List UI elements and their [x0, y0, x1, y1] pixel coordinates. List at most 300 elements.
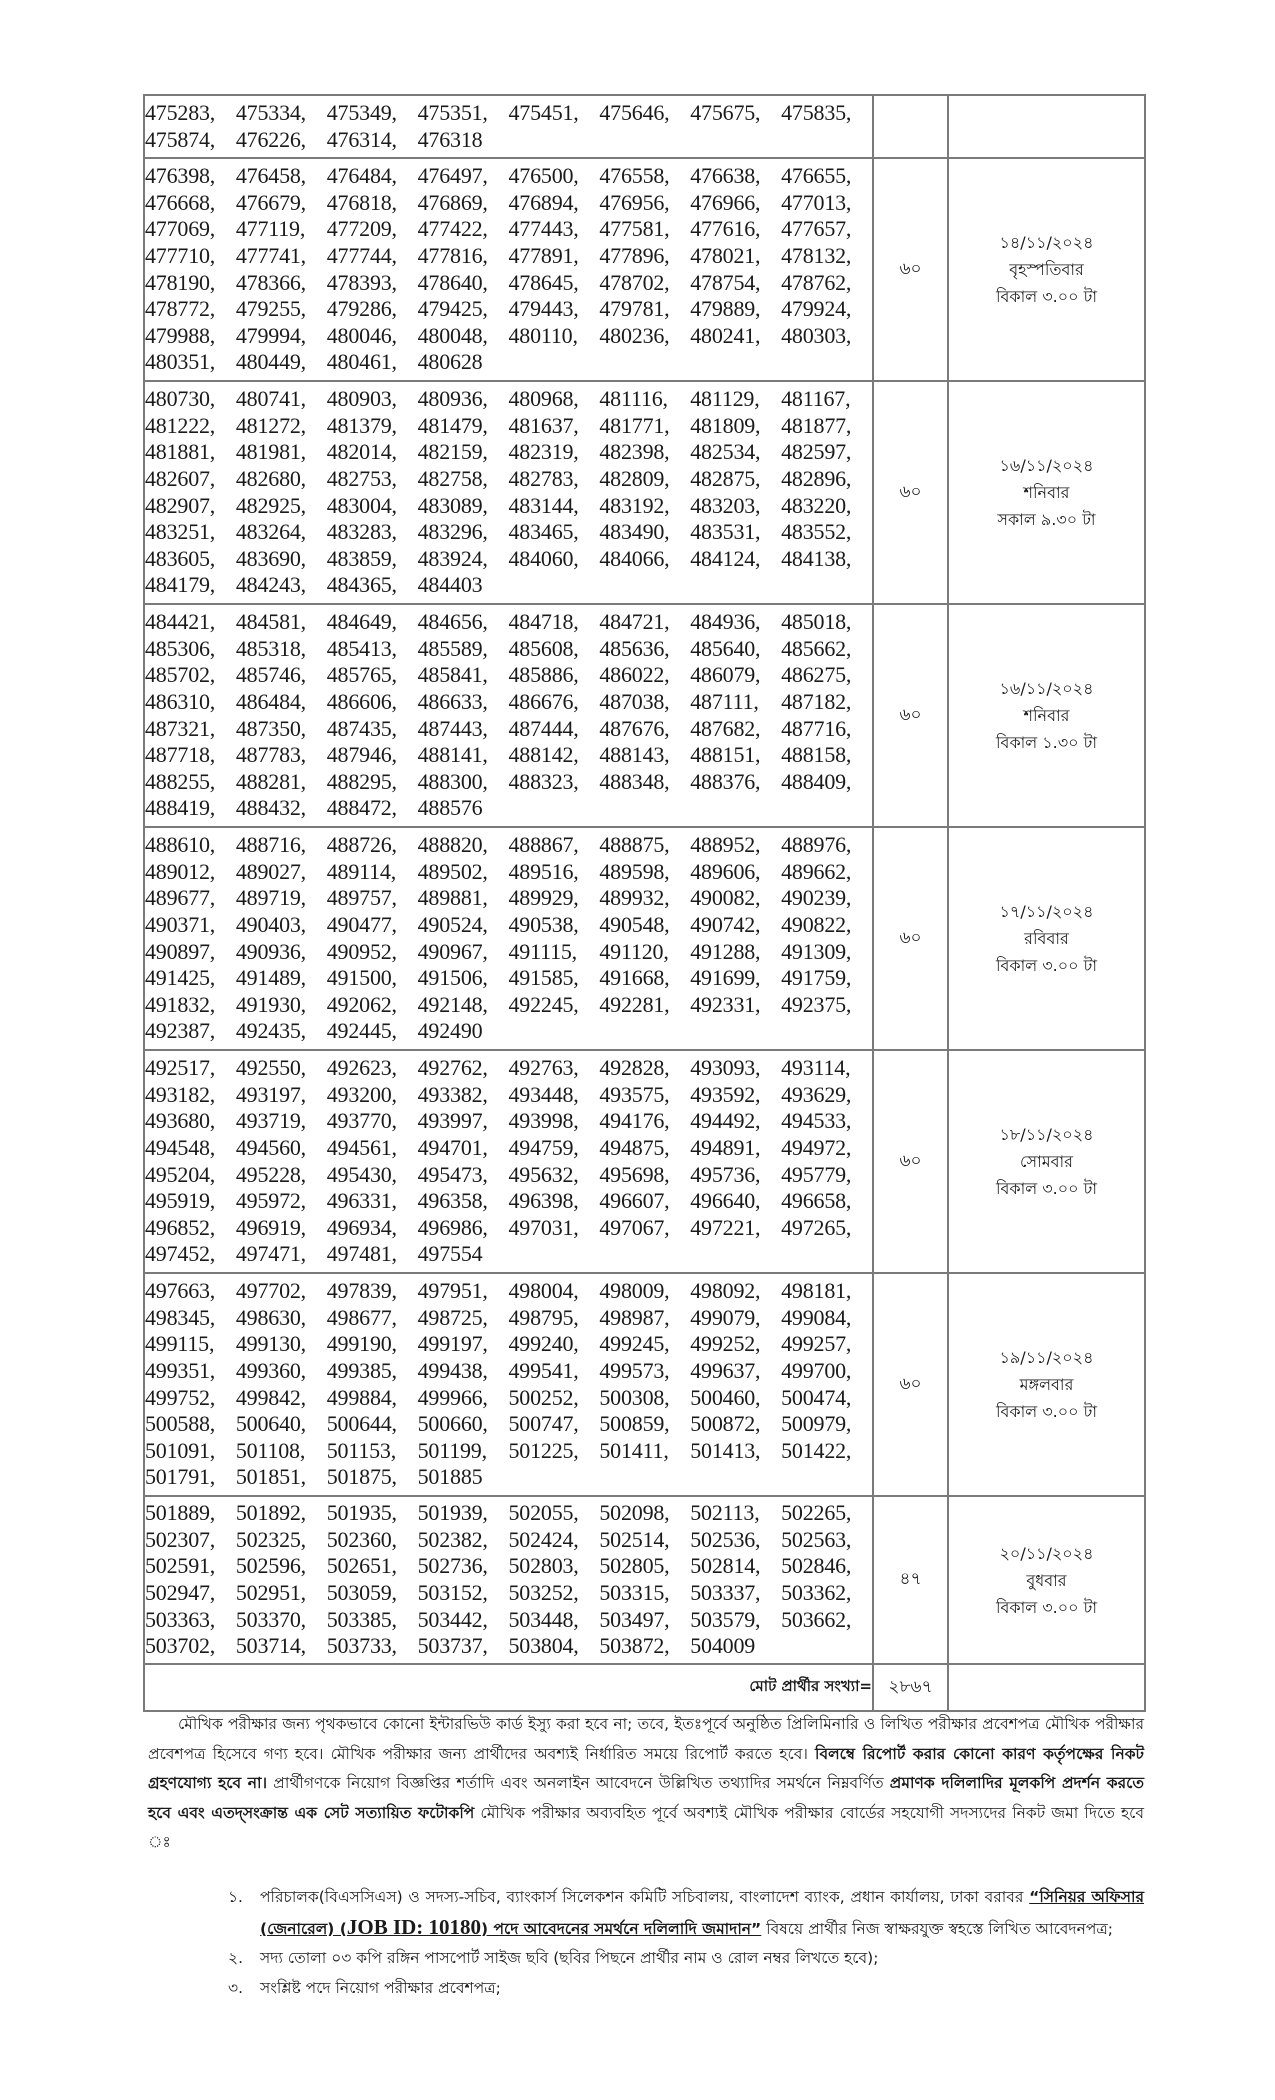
roll-number: 489502, [417, 858, 488, 884]
roll-number: 499245, [599, 1331, 670, 1357]
roll-number: 494533, [781, 1108, 852, 1134]
roll-number: 496607, [599, 1188, 670, 1214]
viva-day: মঙ্গলবার [1019, 1375, 1074, 1394]
roll-number: 475646, [599, 99, 670, 125]
roll-number: 476818, [326, 189, 397, 215]
roll-number: 481877, [781, 412, 852, 438]
roll-number: 499351, [145, 1357, 216, 1383]
roll-number: 493770, [326, 1108, 397, 1134]
roll-number: 490742, [690, 911, 761, 937]
roll-number: 488376, [690, 768, 761, 794]
roll-number: 475675, [690, 99, 761, 125]
roll-number: 477616, [690, 216, 761, 242]
roll-number: 487716, [781, 715, 852, 741]
roll-number: 482398, [599, 439, 670, 465]
roll-number: 479924, [781, 296, 852, 322]
roll-number: 486484, [235, 688, 306, 714]
viva-schedule-cell [948, 1273, 1145, 1496]
roll-number: 475334, [235, 99, 306, 125]
roll-number: 492763, [508, 1055, 579, 1081]
schedule-row [144, 381, 1145, 604]
roll-number: 483251, [145, 519, 216, 545]
roll-number: 493998, [508, 1108, 579, 1134]
roll-number: 487718, [145, 742, 216, 768]
roll-number: 483264, [235, 519, 306, 545]
viva-date: ১৯/১১/২০২৪ [999, 1348, 1094, 1367]
roll-number: 475451, [508, 99, 579, 125]
roll-number: 491506, [417, 965, 488, 991]
roll-number: 489012, [145, 858, 216, 884]
roll-number: 490403, [235, 911, 306, 937]
document-text-after: বিষয়ে প্রার্থীর নিজ স্বাক্ষরযুক্ত স্বহস্তে লিখিত আবেদনপত্র; [761, 1919, 1113, 1938]
roll-number: 486275, [781, 662, 852, 688]
roll-number: 488151, [690, 742, 761, 768]
candidate-count: ৬০ [873, 1273, 948, 1496]
roll-number: 502098, [599, 1500, 670, 1526]
roll-number: 494561, [326, 1134, 397, 1160]
roll-number: 481222, [145, 412, 216, 438]
subject-prefix: “সিনিয়র অফিসার (জেনারেল) ( [260, 1888, 1145, 1938]
roll-number: 486606, [326, 688, 397, 714]
roll-number: 488348, [599, 768, 670, 794]
roll-number: 483203, [690, 492, 761, 518]
roll-number: 476655, [781, 163, 852, 189]
roll-number: 492435, [235, 1018, 306, 1044]
roll-number: 502113, [690, 1500, 760, 1526]
roll-number: 476638, [690, 163, 761, 189]
roll-number: 482875, [690, 465, 761, 491]
roll-number: 489929, [508, 885, 579, 911]
roll-number: 499079, [690, 1304, 761, 1330]
roll-number: 488716, [235, 832, 306, 858]
roll-number: 484649, [326, 609, 397, 635]
roll-numbers-cell [144, 381, 873, 604]
roll-number: 496358, [417, 1188, 488, 1214]
schedule-row [144, 827, 1145, 1050]
viva-schedule-cell [948, 381, 1145, 604]
roll-number: 480048, [417, 322, 488, 348]
roll-number: 486310, [145, 688, 216, 714]
roll-number: 480241, [690, 322, 761, 348]
roll-number: 499240, [508, 1331, 579, 1357]
roll-number: 493592, [690, 1081, 761, 1107]
roll-number: 497702, [235, 1278, 306, 1304]
roll-number: 476966, [690, 189, 761, 215]
roll-number: 501892, [235, 1500, 306, 1526]
roll-number: 499197, [417, 1331, 488, 1357]
roll-number: 491832, [145, 991, 216, 1017]
roll-number: 488472, [326, 795, 397, 821]
schedule-row [144, 1050, 1145, 1273]
roll-number: 484721, [599, 609, 670, 635]
roll-number: 494560, [235, 1134, 306, 1160]
roll-number: 492490 [417, 1018, 483, 1044]
roll-number: 491759, [781, 965, 852, 991]
roll-number: 480936, [417, 386, 488, 412]
roll-number: 481116, [599, 386, 668, 412]
roll-number: 481881, [145, 439, 216, 465]
roll-number: 495972, [235, 1188, 306, 1214]
roll-number: 477119, [235, 216, 306, 242]
roll-number: 487444, [508, 715, 579, 741]
roll-number: 503804, [508, 1633, 579, 1659]
roll-number: 494176, [599, 1108, 670, 1134]
roll-number: 491309, [781, 938, 852, 964]
document-item [228, 1974, 1144, 2004]
roll-number: 490548, [599, 911, 670, 937]
roll-number: 487038, [599, 688, 670, 714]
roll-number: 488976, [781, 832, 852, 858]
roll-number: 497265, [781, 1214, 852, 1240]
roll-number: 489114, [326, 858, 397, 884]
roll-number: 493197, [235, 1081, 306, 1107]
roll-number: 501199, [417, 1437, 487, 1463]
roll-number: 478645, [508, 269, 579, 295]
viva-schedule-cell [948, 1496, 1145, 1664]
roll-number: 480903, [326, 386, 397, 412]
roll-number: 490082, [690, 885, 761, 911]
roll-number: 499752, [145, 1384, 216, 1410]
roll-number: 503662, [781, 1606, 852, 1632]
roll-number: 476679, [235, 189, 306, 215]
roll-number: 488255, [145, 768, 216, 794]
roll-number-grid [145, 1055, 872, 1268]
roll-number: 492281, [599, 991, 670, 1017]
roll-number: 492062, [326, 991, 397, 1017]
roll-number: 487182, [781, 688, 852, 714]
roll-number: 484060, [508, 545, 579, 571]
roll-number: 485765, [326, 662, 397, 688]
roll-number: 477657, [781, 216, 852, 242]
roll-number: 503152, [417, 1580, 488, 1605]
roll-number: 488726, [326, 832, 397, 858]
roll-number-grid [145, 609, 872, 822]
roll-number: 488875, [599, 832, 670, 858]
roll-number: 478132, [781, 242, 852, 268]
viva-schedule-cell [948, 604, 1145, 827]
roll-number: 488158, [781, 742, 852, 768]
roll-number: 477710, [145, 242, 216, 268]
roll-number: 495204, [145, 1161, 216, 1187]
roll-number: 502651, [326, 1553, 397, 1579]
roll-number: 502736, [417, 1553, 488, 1579]
notice-text-1: মৌখিক পরীক্ষার জন্য পৃথকভাবে কোনো ইন্টারভিউ কার্ড ইস্যু করা হবে না; তবে, ইতঃপূর্বে অনুষ্ঠিত প্রিলিমিনারি ও লিখিত পরীক্ষার প্রবেশপত্র মৌখিক পরীক্ষার প্রবেশপত্র হিসেবে গণ্য হবে। মৌখিক পরীক্ষার জন্য প্রার্থীদের অবশ্যই নির্ধারিত সময়ে রিপোর্ট করতে হবে। [148, 1715, 1144, 1763]
roll-number: 486676, [508, 688, 579, 714]
roll-number: 488141, [417, 742, 488, 768]
roll-number: 488323, [508, 768, 579, 794]
viva-day: বুধবার [1026, 1570, 1067, 1590]
notice-text-3: মৌখিক পরীক্ষার অব্যবহিত পূর্বে অবশ্যই মৌখিক পরীক্ষার বোর্ডের সহযোগী সদস্যদের নিকট জমা দিতে হবে ঃ [148, 1803, 1144, 1851]
roll-number: 493182, [145, 1081, 216, 1107]
roll-number: 478762, [781, 269, 852, 295]
roll-number: 477422, [417, 216, 488, 242]
roll-number: 484179, [145, 572, 216, 598]
viva-time: সকাল ৯.৩০ টা [997, 510, 1096, 529]
roll-number: 502951, [235, 1580, 306, 1605]
roll-number: 493093, [690, 1055, 761, 1081]
notice-bold-documents: প্রমাণক দলিলাদির মূলকপি প্রদর্শন করতে হবে এবং এতদ্‌সংক্রান্ত এক সেট সত্যায়িত ফটোকপি [148, 1774, 1144, 1822]
candidate-count: ৪৭ [873, 1496, 948, 1664]
subject-suffix: ) পদে আবেদনের সমর্থনে দলিলাদি জমাদান” [481, 1919, 762, 1938]
roll-number: 487676, [599, 715, 670, 741]
roll-number: 504009 [690, 1633, 756, 1659]
roll-number: 483004, [326, 492, 397, 518]
roll-number: 498004, [508, 1278, 579, 1304]
roll-number: 502563, [781, 1526, 852, 1552]
viva-day: সোমবার [1020, 1152, 1073, 1171]
viva-time: বিকাল ৩.০০ টা [995, 287, 1098, 306]
roll-number: 479255, [235, 296, 306, 322]
roll-number: 499842, [235, 1384, 306, 1410]
roll-number: 488820, [417, 832, 488, 858]
viva-schedule-cell [948, 1050, 1145, 1273]
roll-number: 485702, [145, 662, 216, 688]
roll-number: 480628 [417, 349, 483, 375]
total-row [144, 1664, 1145, 1711]
roll-number: 496658, [781, 1188, 852, 1214]
roll-number: 490897, [145, 938, 216, 964]
roll-number: 499541, [508, 1357, 579, 1383]
roll-number: 476894, [508, 189, 579, 215]
roll-number: 483859, [326, 545, 397, 571]
viva-date: ১৮/১১/২০২৪ [999, 1125, 1094, 1144]
roll-number: 493680, [145, 1108, 216, 1134]
roll-number: 488867, [508, 832, 579, 858]
roll-number: 492550, [235, 1055, 306, 1081]
roll-number: 482809, [599, 465, 670, 491]
roll-number: 496852, [145, 1214, 216, 1240]
roll-number: 490239, [781, 885, 852, 911]
roll-number: 483924, [417, 545, 488, 571]
roll-number: 501413, [690, 1437, 761, 1463]
roll-number: 484581, [235, 609, 306, 635]
roll-number: 497839, [326, 1278, 397, 1304]
roll-number: 503252, [508, 1580, 579, 1605]
roll-number: 482607, [145, 465, 216, 491]
roll-number: 479994, [235, 322, 306, 348]
roll-number: 500872, [690, 1411, 761, 1437]
roll-number: 493382, [417, 1081, 488, 1107]
roll-number: 488142, [508, 742, 579, 768]
roll-numbers-cell [144, 158, 873, 381]
roll-number: 486022, [599, 662, 670, 688]
roll-number: 498795, [508, 1304, 579, 1330]
roll-number: 497663, [145, 1278, 216, 1304]
roll-number: 478366, [235, 269, 306, 295]
roll-number: 480351, [145, 349, 216, 375]
roll-number: 498181, [781, 1278, 852, 1304]
viva-day: শনিবার [1023, 706, 1070, 725]
roll-number: 487111, [690, 688, 759, 714]
roll-number: 477741, [235, 242, 306, 268]
roll-number: 477013, [781, 189, 852, 215]
roll-number: 477581, [599, 216, 670, 242]
roll-numbers-cell [144, 95, 873, 158]
roll-number: 489598, [599, 858, 670, 884]
roll-number: 495632, [508, 1161, 579, 1187]
roll-number: 482783, [508, 465, 579, 491]
roll-number: 482534, [690, 439, 761, 465]
job-id: JOB ID: 10180 [346, 1914, 482, 1939]
roll-number: 481981, [235, 439, 306, 465]
roll-number: 478702, [599, 269, 670, 295]
roll-number-grid [145, 1500, 872, 1660]
roll-number: 491288, [690, 938, 761, 964]
roll-number: 488281, [235, 768, 306, 794]
roll-number: 482159, [417, 439, 488, 465]
roll-number: 496640, [690, 1188, 761, 1214]
roll-number: 495919, [145, 1188, 216, 1214]
roll-number: 491115, [508, 938, 577, 964]
roll-number: 495228, [235, 1161, 306, 1187]
roll-number: 497951, [417, 1278, 488, 1304]
roll-number: 484124, [690, 545, 761, 571]
roll-number: 494891, [690, 1134, 761, 1160]
roll-number: 481379, [326, 412, 397, 438]
roll-number: 492245, [508, 991, 579, 1017]
roll-number: 481167, [781, 386, 851, 412]
roll-number: 502805, [599, 1553, 670, 1579]
roll-number: 484936, [690, 609, 761, 635]
roll-number: 480236, [599, 322, 670, 348]
roll-number: 495430, [326, 1161, 397, 1187]
roll-number: 499573, [599, 1357, 670, 1383]
roll-number: 493575, [599, 1081, 670, 1107]
roll-number: 487443, [417, 715, 488, 741]
candidate-count: ৬০ [873, 381, 948, 604]
roll-number: 498345, [145, 1304, 216, 1330]
roll-number: 492148, [417, 991, 488, 1017]
roll-number: 499115, [145, 1331, 215, 1357]
roll-number: 503442, [417, 1606, 488, 1632]
roll-number: 494875, [599, 1134, 670, 1160]
roll-number-grid [145, 100, 872, 153]
roll-number: 478021, [690, 242, 761, 268]
roll-numbers-cell [144, 1050, 873, 1273]
roll-number: 482014, [326, 439, 397, 465]
roll-number: 498630, [235, 1304, 306, 1330]
roll-number: 490538, [508, 911, 579, 937]
roll-number: 501791, [145, 1464, 216, 1490]
roll-number: 476497, [417, 163, 488, 189]
roll-number: 494548, [145, 1134, 216, 1160]
roll-number: 493629, [781, 1081, 852, 1107]
viva-date: ২০/১১/২০২৪ [999, 1543, 1094, 1563]
roll-number: 501889, [145, 1500, 216, 1526]
roll-number: 491930, [235, 991, 306, 1017]
roll-number: 484138, [781, 545, 852, 571]
roll-number: 493200, [326, 1081, 397, 1107]
roll-number: 482925, [235, 492, 306, 518]
roll-number: 483690, [235, 545, 306, 571]
roll-number: 499130, [235, 1331, 306, 1357]
roll-number: 477209, [326, 216, 397, 242]
roll-number: 493448, [508, 1081, 579, 1107]
roll-number: 499252, [690, 1331, 761, 1357]
roll-number: 482896, [781, 465, 852, 491]
roll-number: 500979, [781, 1411, 852, 1437]
roll-number: 482319, [508, 439, 579, 465]
roll-number: 497554 [417, 1241, 483, 1267]
roll-number: 500747, [508, 1411, 579, 1437]
viva-time: বিকাল ৩.০০ টা [995, 1179, 1098, 1198]
roll-number: 498677, [326, 1304, 397, 1330]
roll-number: 501422, [781, 1437, 852, 1463]
roll-number: 500308, [599, 1384, 670, 1410]
schedule-table-body [144, 95, 1145, 1711]
roll-number: 485318, [235, 635, 306, 661]
roll-number: 476398, [145, 163, 216, 189]
roll-number: 481771, [599, 412, 670, 438]
roll-number: 475351, [417, 99, 488, 125]
roll-number: 481809, [690, 412, 761, 438]
roll-number: 477816, [417, 242, 488, 268]
viva-date: ১৭/১১/২০২৪ [999, 902, 1094, 921]
roll-number: 499700, [781, 1357, 852, 1383]
roll-number: 480730, [145, 386, 216, 412]
roll-number: 498009, [599, 1278, 670, 1304]
roll-number: 485413, [326, 635, 397, 661]
roll-number: 500660, [417, 1411, 488, 1437]
roll-number: 501225, [508, 1437, 579, 1463]
document-text: সংশ্লিষ্ট পদে নিয়োগ পরীক্ষার প্রবেশপত্র; [260, 1978, 501, 1997]
roll-number: 502947, [145, 1580, 216, 1605]
roll-number: 502360, [326, 1526, 397, 1552]
roll-number: 503733, [326, 1633, 397, 1659]
roll-number: 489757, [326, 885, 397, 911]
roll-number: 501939, [417, 1500, 488, 1526]
roll-number: 499637, [690, 1357, 761, 1383]
roll-number: 491668, [599, 965, 670, 991]
roll-number: 497471, [235, 1241, 306, 1267]
candidate-count: ৬০ [873, 827, 948, 1050]
roll-number: 501851, [235, 1464, 306, 1490]
roll-numbers-cell [144, 604, 873, 827]
roll-number: 483605, [145, 545, 216, 571]
roll-number: 475835, [781, 99, 852, 125]
roll-number: 503315, [599, 1580, 670, 1605]
roll-number: 478772, [145, 296, 216, 322]
roll-number: 500588, [145, 1411, 216, 1437]
roll-number: 493719, [235, 1108, 306, 1134]
total-candidates-label: মোট প্রার্থীর সংখ্যা= [144, 1664, 873, 1711]
roll-number: 483296, [417, 519, 488, 545]
roll-number: 499438, [417, 1357, 488, 1383]
roll-number: 485018, [781, 609, 852, 635]
roll-number: 480741, [235, 386, 306, 412]
roll-number: 502514, [599, 1526, 670, 1552]
roll-number: 487321, [145, 715, 216, 741]
roll-number: 487682, [690, 715, 761, 741]
roll-number: 495698, [599, 1161, 670, 1187]
roll-number: 482680, [235, 465, 306, 491]
roll-number: 501411, [599, 1437, 669, 1463]
viva-time: বিকাল ৩.০০ টা [995, 956, 1098, 975]
roll-number: 483089, [417, 492, 488, 518]
roll-number: 502424, [508, 1526, 579, 1552]
candidate-count [873, 95, 948, 158]
roll-number: 492375, [781, 991, 852, 1017]
roll-number: 499257, [781, 1331, 852, 1357]
roll-number: 478754, [690, 269, 761, 295]
roll-number: 492828, [599, 1055, 670, 1081]
viva-time: বিকাল ৩.০০ টা [995, 1402, 1098, 1421]
notice-text-2: প্রার্থীগণকে নিয়োগ বিজ্ঞপ্তির শর্তাদি এবং অনলাইন আবেদনে উল্লিখিত তথ্যাদির সমর্থনে নিম্নবর্ণিত [267, 1774, 890, 1792]
roll-number: 494701, [417, 1134, 488, 1160]
roll-number: 502591, [145, 1553, 216, 1579]
roll-number: 485636, [599, 635, 670, 661]
roll-number: 488300, [417, 768, 488, 794]
